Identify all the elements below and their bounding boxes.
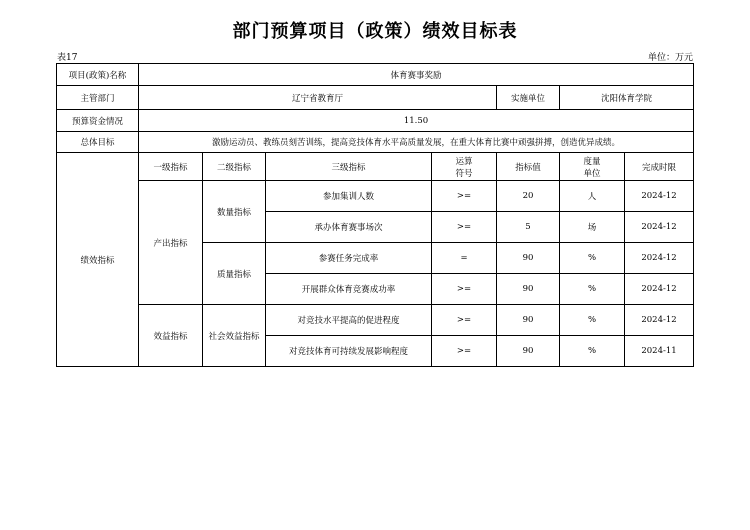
indicator-value: 5 [497, 212, 560, 243]
table-number: 表17 [57, 53, 78, 63]
indicator-unit: % [560, 336, 625, 367]
indicator-operator: = [432, 243, 497, 274]
indicator-operator: >= [432, 274, 497, 305]
indicator-unit: % [560, 274, 625, 305]
header-row [57, 153, 694, 181]
group-output: 产出指标 [139, 181, 203, 305]
header-unit [560, 153, 625, 181]
indicator-time: 2024-12 [625, 212, 694, 243]
header-operator-line2: 符号 [455, 168, 473, 179]
header-operator-line1: 运算 [455, 156, 473, 167]
department-row [57, 86, 694, 110]
department-value: 辽宁省教育厅 [139, 86, 497, 110]
indicator-time: 2024-11 [625, 336, 694, 367]
page-title: 部门预算项目（政策）绩效目标表 [232, 21, 518, 42]
indicator-unit: % [560, 243, 625, 274]
group-quality: 质量指标 [203, 243, 266, 305]
indicator-time: 2024-12 [625, 274, 694, 305]
indicator-time: 2024-12 [625, 243, 694, 274]
header-level3: 三级指标 [266, 153, 432, 181]
budget-value: 11.50 [139, 110, 694, 132]
indicator-value: 20 [497, 181, 560, 212]
indicator-operator: >= [432, 212, 497, 243]
indicator-name: 承办体育赛事场次 [266, 212, 432, 243]
budget-row [57, 110, 694, 132]
header-level1: 一级指标 [139, 153, 203, 181]
indicator-unit: 场 [560, 212, 625, 243]
group-social: 社会效益指标 [203, 305, 266, 367]
group-quantity: 数量指标 [203, 181, 266, 243]
table-row [57, 305, 694, 336]
indicator-unit: % [560, 305, 625, 336]
header-unit-line2: 单位 [583, 168, 601, 179]
indicator-name: 参加集训人数 [266, 181, 432, 212]
indicator-time: 2024-12 [625, 305, 694, 336]
indicator-name: 参赛任务完成率 [266, 243, 432, 274]
perf-indicator-label: 绩效指标 [57, 153, 139, 367]
indicator-value: 90 [497, 336, 560, 367]
project-name-label: 项目(政策)名称 [57, 64, 139, 86]
indicator-value: 90 [497, 274, 560, 305]
indicator-operator: >= [432, 181, 497, 212]
overall-goal-row [57, 132, 694, 153]
budget-label: 预算资金情况 [57, 110, 139, 132]
performance-goal-table [56, 63, 694, 367]
indicator-name: 开展群众体育竞赛成功率 [266, 274, 432, 305]
project-name-value: 体育赛事奖励 [139, 64, 694, 86]
unit-label: 单位：万元 [647, 53, 693, 63]
indicator-operator: >= [432, 305, 497, 336]
header-time: 完成时限 [625, 153, 694, 181]
project-name-row [57, 64, 694, 86]
header-unit-line1: 度量 [583, 156, 601, 167]
indicator-unit: 人 [560, 181, 625, 212]
indicator-name: 对竞技水平提高的促进程度 [266, 305, 432, 336]
indicator-value: 90 [497, 243, 560, 274]
group-benefit: 效益指标 [139, 305, 203, 367]
indicator-operator: >= [432, 336, 497, 367]
indicator-name: 对竞技体育可持续发展影响程度 [266, 336, 432, 367]
impl-unit-value: 沈阳体育学院 [560, 86, 694, 110]
indicator-value: 90 [497, 305, 560, 336]
department-label: 主管部门 [57, 86, 139, 110]
overall-goal-value: 激励运动员、教练员刻苦训练，提高竞技体育水平高质量发展，在重大体育比赛中顽强拼搏，创造优异成绩。 [139, 132, 694, 153]
header-level2: 二级指标 [203, 153, 266, 181]
impl-unit-label: 实施单位 [497, 86, 560, 110]
header-target: 指标值 [497, 153, 560, 181]
header-operator [432, 153, 497, 181]
overall-goal-label: 总体目标 [57, 132, 139, 153]
table-row [57, 181, 694, 212]
indicator-time: 2024-12 [625, 181, 694, 212]
